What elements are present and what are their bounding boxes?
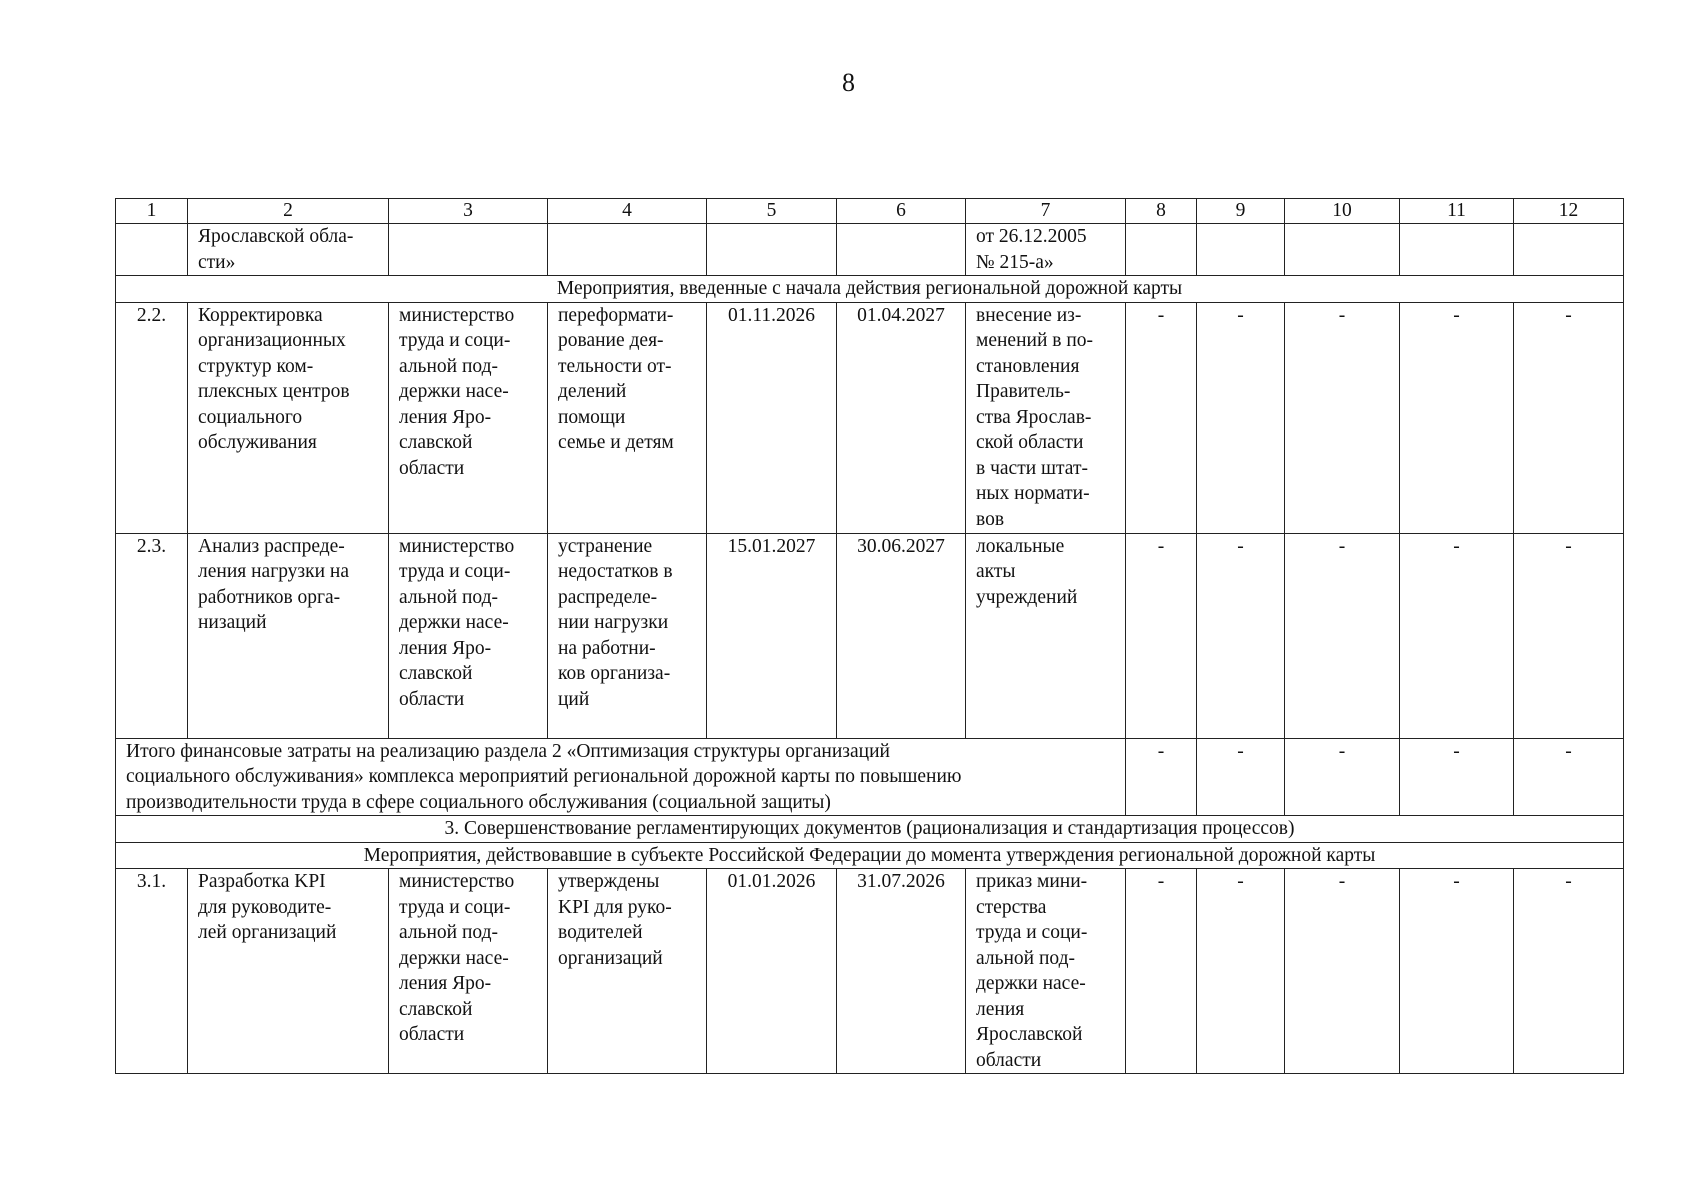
- measure-name-cell: Анализ распреде- ления нагрузки на работников орга- низаций: [188, 533, 389, 738]
- result-cell: утверждены KPI для руко- водителей организаций: [548, 869, 707, 1074]
- value-cell: -: [1400, 302, 1514, 533]
- section-3-title: 3. Совершенствование регламентирующих документов (рационализация и стандартизация процессов): [116, 816, 1624, 843]
- column-number: 5: [707, 199, 837, 224]
- value-cell: -: [1400, 869, 1514, 1074]
- total-costs-text: Итого финансовые затраты на реализацию раздела 2 «Оптимизация структуры организаций социального обслуживания» комплекса мероприятий региональной дорожной карты по повышению производительности труда в сфере социального обслуживания (социальной защиты): [116, 738, 1126, 816]
- section-heading-row: [116, 816, 1624, 843]
- value-cell: -: [1400, 533, 1514, 738]
- column-number: 12: [1514, 199, 1624, 224]
- document-cell: приказ мини- стерства труда и соци- альной под- держки насе- ления Ярославской области: [966, 869, 1126, 1074]
- roadmap-table: [115, 198, 1624, 1074]
- executor-cell: министерство труда и соци- альной под- держки насе- ления Яро- славской области: [389, 869, 548, 1074]
- page-number: 8: [842, 68, 855, 97]
- measure-name-cell: Корректировка организационных структур ком- плексных центров социального обслуживания: [188, 302, 389, 533]
- start-date-cell: 15.01.2027: [707, 533, 837, 738]
- value-cell: -: [1197, 869, 1285, 1074]
- row-number-cell: 3.1.: [116, 869, 188, 1074]
- value-cell: -: [1285, 302, 1400, 533]
- end-date-cell: 01.04.2027: [837, 302, 966, 533]
- column-number: 3: [389, 199, 548, 224]
- value-cell: -: [1514, 533, 1624, 738]
- total-row: [116, 738, 1624, 816]
- start-date-cell: 01.11.2026: [707, 302, 837, 533]
- value-cell: -: [1126, 302, 1197, 533]
- value-cell: -: [1126, 738, 1197, 816]
- end-date-cell: 30.06.2027: [837, 533, 966, 738]
- section-heading-row: [116, 276, 1624, 303]
- value-cell: -: [1197, 302, 1285, 533]
- column-number: 4: [548, 199, 707, 224]
- document-cell: от 26.12.2005 № 215-а»: [966, 224, 1126, 276]
- value-cell: -: [1514, 869, 1624, 1074]
- document-cell: локальные акты учреждений: [966, 533, 1126, 738]
- executor-cell: министерство труда и соци- альной под- держки насе- ления Яро- славской области: [389, 533, 548, 738]
- row-number-cell: 2.2.: [116, 302, 188, 533]
- row-number-cell: 2.3.: [116, 533, 188, 738]
- value-cell: -: [1400, 738, 1514, 816]
- end-date-cell: 31.07.2026: [837, 869, 966, 1074]
- measure-name-cell: Разработка KPI для руководите- лей организаций: [188, 869, 389, 1074]
- value-cell: -: [1197, 738, 1285, 816]
- value-cell: -: [1285, 533, 1400, 738]
- column-number: 1: [116, 199, 188, 224]
- value-cell: -: [1126, 869, 1197, 1074]
- column-number: 7: [966, 199, 1126, 224]
- continuation-row: [116, 224, 1624, 276]
- column-number: 8: [1126, 199, 1197, 224]
- section-heading-row: [116, 842, 1624, 869]
- section-heading-new-measures: Мероприятия, введенные с начала действия региональной дорожной карты: [116, 276, 1624, 303]
- column-number: 10: [1285, 199, 1400, 224]
- value-cell: -: [1285, 869, 1400, 1074]
- table-row: [116, 869, 1624, 1074]
- document-cell: внесение из- менений в по- становления Правитель- ства Ярослав- ской области в части штат- ных нормати- вов: [966, 302, 1126, 533]
- table-row: [116, 533, 1624, 738]
- value-cell: -: [1197, 533, 1285, 738]
- column-number: 2: [188, 199, 389, 224]
- result-cell: устранение недостатков в распределе- нии нагрузки на работни- ков организа- ций: [548, 533, 707, 738]
- section-heading-prior-measures: Мероприятия, действовавшие в субъекте Российской Федерации до момента утверждения региональной дорожной карты: [116, 842, 1624, 869]
- result-cell: переформати- рование дея- тельности от- делений помощи семье и детям: [548, 302, 707, 533]
- column-number: 9: [1197, 199, 1285, 224]
- value-cell: -: [1285, 738, 1400, 816]
- column-number: 11: [1400, 199, 1514, 224]
- column-number-row: [116, 199, 1624, 224]
- executor-cell: министерство труда и соци- альной под- держки насе- ления Яро- славской области: [389, 302, 548, 533]
- value-cell: -: [1126, 533, 1197, 738]
- measure-name-cell: Ярославской обла- сти»: [188, 224, 389, 276]
- value-cell: -: [1514, 738, 1624, 816]
- start-date-cell: 01.01.2026: [707, 869, 837, 1074]
- value-cell: -: [1514, 302, 1624, 533]
- column-number: 6: [837, 199, 966, 224]
- table-row: [116, 302, 1624, 533]
